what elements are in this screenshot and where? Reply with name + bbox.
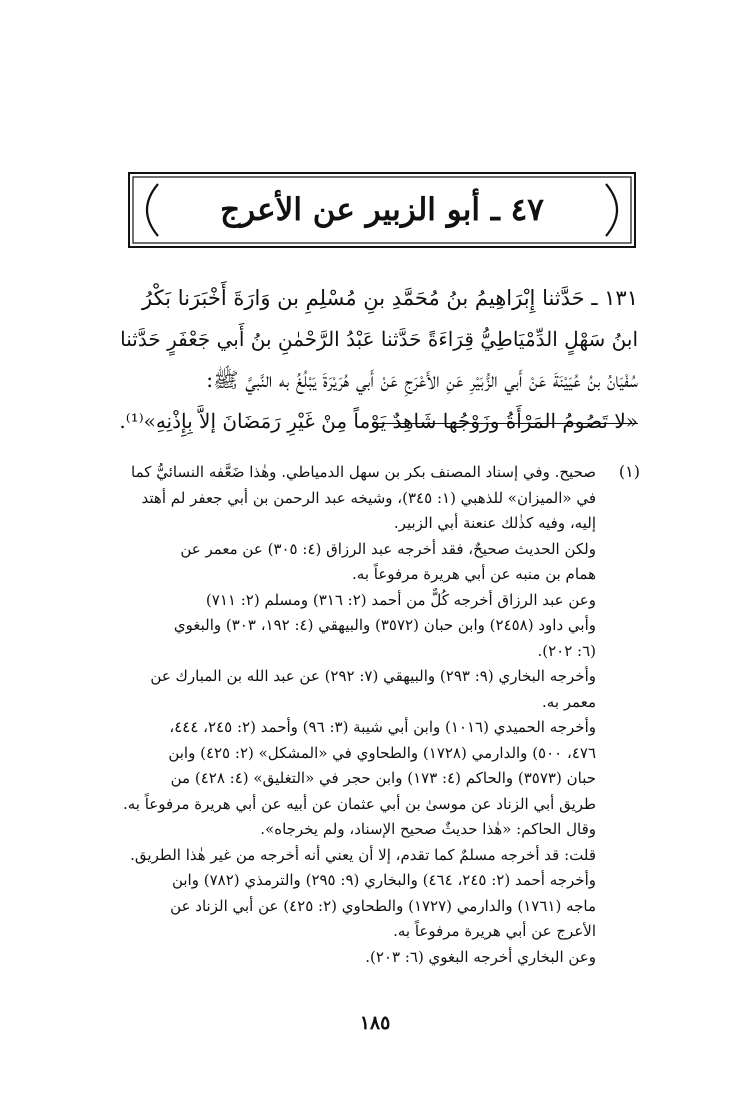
footnote-line: قلت: قد أخرجه مسلمٌ كما تقدم، إلا أن يعني أنه أخرجه من غير هٰذا الطريق. — [130, 845, 596, 864]
hadith-text — [112, 278, 638, 442]
footnote-line: وأخرجه أحمد (٢: ٢٤٥، ٤٦٤) والبخاري (٩: ٢٩٥) والترمذي (٧٨٢) وابن — [171, 871, 596, 889]
footnote-line: معمر به. — [542, 692, 596, 711]
hadith-line: ١٣١ ـ حَدَّثنا إِبْرَاهِيمُ بنُ مُحَمَّدِ بنِ مُسْلِمِ بن وَارَةَ أَخْبَرَنا بَكْرُ — [142, 286, 638, 310]
hadith-line: «لا تَصُومُ المَرْأَةُ وزَوْجُها شَاهِدٌ يَوْماً مِنْ غَيْرِ رَمَضَانَ إلاَّ بِإِذْنِهِ»⁽¹⁾. — [119, 409, 638, 433]
footnote-line: ٤٧٦، ٥٠٠) والدارمي (١٧٢٨) والطحاوي في «المشكل» (٢: ٤٢٥) وابن — [168, 743, 596, 762]
footnote-line: وعن عبد الرزاق أخرجه كُلٌّ من أحمد (٢: ٣١٦) ومسلم (٢: ٧١١) — [205, 590, 596, 609]
footnote-line: وعن البخاري أخرجه البغوي (٦: ٢٠٣). — [365, 947, 596, 966]
footnote-line: وقال الحاكم: «هٰذا حديثٌ صحيح الإسناد، ولم يخرجاه». — [260, 820, 596, 838]
footnote-line: همام بن منبه عن أبي هريرة مرفوعاً به. — [352, 565, 596, 583]
page-number: ١٨٥ — [359, 1012, 391, 1034]
footnote-line: طريق أبي الزناد عن موسىٰ بن أبي عثمان عن أبيه عن أبي هريرة مرفوعاً به. — [122, 794, 596, 813]
footnote-line: وأخرجه البخاري (٩: ٢٩٣) والبيهقي (٧: ٢٩٢) عن عبد الله بن المبارك عن — [150, 667, 596, 685]
footnote-line: ولكن الحديث صحيحٌ، فقد أخرجه عبد الرزاق (٤: ٣٠٥) عن معمر عن — [180, 539, 596, 558]
footnote-line: الأعرج عن أبي هريرة مرفوعاً به. — [393, 922, 596, 940]
footnote-line: في «الميزان» للذهبي (١: ٣٤٥)، وشيخه عبد الرحمن بن أبي جعفر لم أهتد — [141, 488, 596, 507]
footnote-line: حبان (٣٥٧٣) والحاكم (٤: ١٧٣) وابن حجر في «التغليق» (٤: ٤٢٨) من — [170, 769, 596, 787]
chapter-title-frame — [128, 172, 636, 248]
footnote-line: وأخرجه الحميدي (١٠١٦) وابن أبي شيبة (٣: ٩٦) وأحمد (٢: ٢٤٥، ٤٤٤، — [169, 718, 596, 736]
footnote-text — [112, 460, 596, 970]
footnote-number: (١) — [618, 462, 640, 481]
hadith-line: ابنُ سَهْلٍ الدِّمْيَاطِيُّ قِرَاءَةً حَدَّثنا عَبْدُ الرَّحْمٰنِ بنُ أَبي جَعْفَرٍ حَدَّثنا — [120, 327, 638, 351]
footnote-line: صحيح. وفي إسناد المصنف بكر بن سهل الدمياطي. وهٰذا ضَعَّفه النسائيُّ كما — [131, 463, 596, 481]
hadith-line: سُفْيَانُ بنُ عُيَيْنَةَ عَنْ أَبي الزُّبَيْرِ عَنِ الأَعْرَجِ عَنْ أَبي هُرَيْرَةَ يَبْلُغُ به النَّبيَّ ﷺ: — [206, 368, 638, 392]
footnote-line: ماجه (١٧٦١) والدارمي (١٧٢٧) والطحاوي (٢: ٤٢٥) عن أبي الزناد عن — [170, 896, 596, 915]
chapter-title: ٤٧ ـ أبو الزبير عن الأعرج — [220, 192, 544, 228]
footnote-separator — [372, 423, 638, 424]
footnote-line: (٦: ٢٠٢). — [537, 641, 596, 660]
footnote-line: وأبي داود (٢٤٥٨) وابن حبان (٣٥٧٢) والبيهقي (٤: ١٩٢، ٣٠٣) والبغوي — [173, 616, 596, 634]
footnote-line: إليه، وفيه كذٰلك عنعنة أبي الزبير. — [393, 514, 596, 532]
